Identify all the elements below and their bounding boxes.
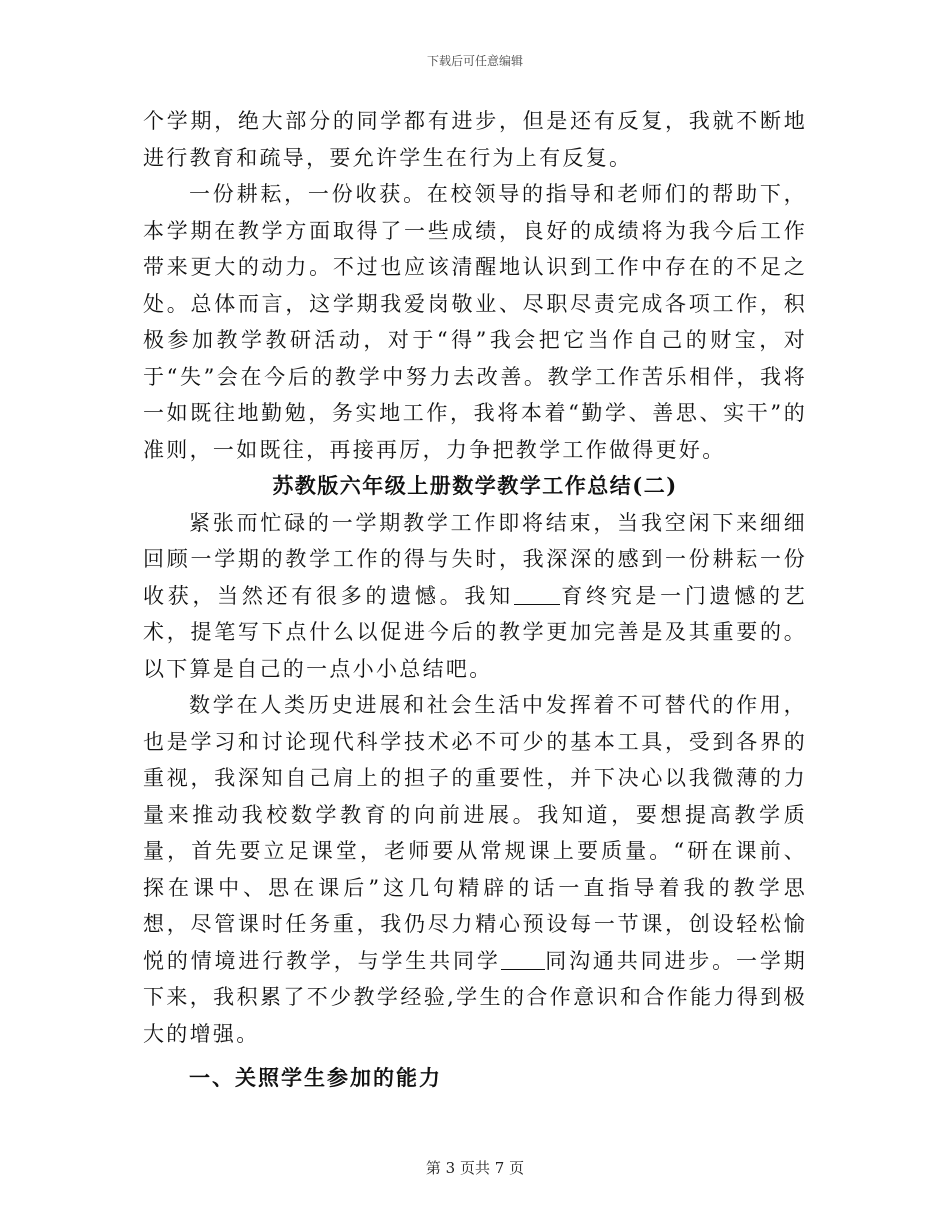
fill-blank (501, 951, 545, 970)
document-body (143, 103, 807, 1097)
section-title: 苏教版六年级上册数学教学工作总结(二) (272, 473, 678, 498)
paragraph-math-role-part2: 同沟通共同进步。一学期下来，我积累了不少教学经验,学生的合作意识和合作能力得到极大的增强。 (143, 948, 807, 1046)
paragraph-continued: 个学期，绝大部分的同学都有进步，但是还有反复，我就不断地进行教育和疏导，要允许学生在行为上有反复。 (143, 109, 807, 170)
paragraph-intro (143, 505, 807, 688)
page-footer: 第 3 页共 7 页 (425, 1159, 525, 1177)
paragraph-math-role (143, 687, 807, 1052)
fill-blank (514, 586, 560, 605)
page-header: 下载后可任意编辑 (426, 54, 523, 68)
paragraph-summary: 一份耕耘，一份收获。在校领导的指导和老师们的帮助下，本学期在教学方面取得了一些成绩，良好的成绩将为我今后工作带来更大的动力。不过也应该清醒地认识到工作中存在的不足之处。总体而言，这学期我爱岗敬业、尽职尽责完成各项工作，积极参加教学教研活动，对于“得”我会把它当作自己的财宝，对于“失”会在今后的教学中努力去改善。教学工作苦乐相伴，我将一如既往地勤勉，务实地工作，我将本着“勤学、善思、实干”的准则，一如既往，再接再厉，力争把教学工作做得更好。 (143, 182, 807, 462)
subheading: 一、关照学生参加的能力 (189, 1065, 442, 1090)
paragraph-intro-part1: 紧张而忙碌的一学期教学工作即将结束，当我空闲下来细细回顾一学期的教学工作的得与失时，我深深的感到一份耕耘一份收获，当然还有很多的遗憾。我知 (143, 510, 807, 608)
paragraph-intro-part2: 育终究是一门遗憾的艺术，提笔写下点什么以促进今后的教学更加完善是及其重要的。以下算是自己的一点小小总结吧。 (143, 583, 808, 681)
paragraph-math-role-part1: 数学在人类历史进展和社会生活中发挥着不可替代的作用，也是学习和讨论现代科学技术必不可少的基本工具，受到各界的重视，我深知自己肩上的担子的重要性，并下决心以我微薄的力量来推动我校数学教育的向前进展。我知道，要想提高教学质量，首先要立足课堂，老师要从常规课上要质量。“研在课前、探在课中、思在课后”这几句精辟的话一直指导着我的教学思想，尽管课时任务重，我仍尽力精心预设每一节课，创设轻松愉悦的情境进行教学，与学生共同学 (143, 693, 807, 973)
